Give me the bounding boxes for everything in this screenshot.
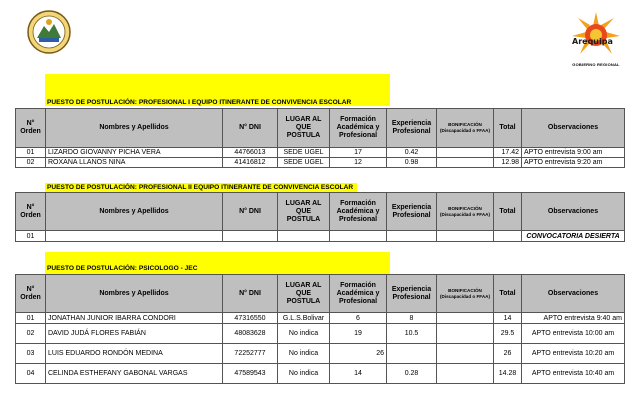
col-experiencia: Experiencia Profesional bbox=[387, 109, 437, 148]
cell-orden: 03 bbox=[16, 344, 46, 364]
cell-bonificacion bbox=[437, 148, 494, 158]
cell-bonificacion bbox=[437, 158, 494, 168]
col-orden: N° Orden bbox=[16, 275, 46, 313]
results-table bbox=[15, 274, 625, 384]
col-lugar: LUGAR AL QUE POSTULA bbox=[278, 109, 330, 148]
col-nombres: Nombres y Apellidos bbox=[46, 275, 223, 313]
col-nombres: Nombres y Apellidos bbox=[46, 193, 223, 231]
table-row bbox=[16, 158, 625, 168]
col-observaciones: Observaciones bbox=[522, 275, 625, 313]
cell-dni: 47589543 bbox=[223, 364, 278, 384]
cell-experiencia: 8 bbox=[387, 313, 437, 324]
cell-observaciones: APTO entrevista 10:20 am bbox=[522, 344, 625, 364]
cell-experiencia bbox=[387, 344, 437, 364]
cell-lugar: No indica bbox=[278, 344, 330, 364]
cell-lugar: SEDE UGEL bbox=[278, 158, 330, 168]
cell-bonificacion bbox=[437, 364, 494, 384]
col-formacion: Formación Académica y Profesional bbox=[330, 193, 387, 231]
cell-nombre: LIZARDO GIOVANNY PICHA VERA bbox=[46, 148, 223, 158]
cell-observaciones: APTO entrevista 10:40 am bbox=[522, 364, 625, 384]
cell-nombre bbox=[46, 231, 223, 242]
col-lugar: LUGAR AL QUE POSTULA bbox=[278, 193, 330, 231]
table-row bbox=[16, 344, 625, 364]
col-orden: N° Orden bbox=[16, 109, 46, 148]
table-row bbox=[16, 364, 625, 384]
sun-logo-icon bbox=[568, 10, 624, 62]
col-total: Total bbox=[494, 275, 522, 313]
cell-experiencia: 0.98 bbox=[387, 158, 437, 168]
results-table bbox=[15, 192, 625, 242]
col-total: Total bbox=[494, 109, 522, 148]
cell-dni: 41416812 bbox=[223, 158, 278, 168]
col-dni: N° DNI bbox=[223, 275, 278, 313]
col-formacion: Formación Académica y Profesional bbox=[330, 109, 387, 148]
institution-emblem-icon bbox=[27, 10, 71, 54]
cell-bonificacion bbox=[437, 344, 494, 364]
cell-orden: 04 bbox=[16, 364, 46, 384]
table-row bbox=[16, 231, 625, 242]
cell-lugar: No indica bbox=[278, 324, 330, 344]
cell-observaciones: APTO entrevista 10:00 am bbox=[522, 324, 625, 344]
section-title: PUESTO DE POSTULACIÓN: PSICOLOGO - JEC bbox=[47, 265, 198, 272]
col-bonificacion: BONIFICACIÓN (Discapacidad o FFAA) bbox=[437, 109, 494, 148]
cell-bonificacion bbox=[437, 324, 494, 344]
cell-bonificacion bbox=[437, 313, 494, 324]
logo-caption: GOBIERNO REGIONAL bbox=[572, 62, 620, 67]
cell-formacion: 6 bbox=[330, 313, 387, 324]
cell-dni: 72252777 bbox=[223, 344, 278, 364]
cell-experiencia: 0.42 bbox=[387, 148, 437, 158]
cell-dni: 48083628 bbox=[223, 324, 278, 344]
cell-bonificacion bbox=[437, 231, 494, 242]
results-table bbox=[15, 108, 625, 168]
cell-formacion: 19 bbox=[330, 324, 387, 344]
cell-formacion: 14 bbox=[330, 364, 387, 384]
cell-nombre: CELINDA ESTHEFANY GABONAL VARGAS bbox=[46, 364, 223, 384]
cell-experiencia: 0.28 bbox=[387, 364, 437, 384]
brand-name: Arequipa bbox=[572, 37, 613, 46]
cell-orden: 01 bbox=[16, 313, 46, 324]
section-title: PUESTO DE POSTULACIÓN: PROFESIONAL I EQUIPO ITINERANTE DE CONVIVENCIA ESCOLAR bbox=[47, 99, 352, 106]
cell-observaciones: APTO entrevista 9:00 am bbox=[522, 148, 625, 158]
cell-lugar bbox=[278, 231, 330, 242]
section-title: PUESTO DE POSTULACIÓN: PROFESIONAL II EQUIPO ITINERANTE DE CONVIVENCIA ESCOLAR bbox=[45, 183, 357, 192]
cell-nombre: ROXANA LLANOS NINA bbox=[46, 158, 223, 168]
cell-observaciones: APTO entrevista 9:40 am bbox=[522, 313, 625, 324]
table-row bbox=[16, 324, 625, 344]
cell-nombre: JONATHAN JUNIOR IBARRA CONDORI bbox=[46, 313, 223, 324]
cell-nombre: LUIS EDUARDO RONDÓN MEDINA bbox=[46, 344, 223, 364]
cell-orden: 01 bbox=[16, 231, 46, 242]
cell-orden: 02 bbox=[16, 324, 46, 344]
col-orden: N° Orden bbox=[16, 193, 46, 231]
cell-experiencia: 10.5 bbox=[387, 324, 437, 344]
gobierno-regional-logo bbox=[568, 10, 624, 72]
col-bonificacion: BONIFICACIÓN (Discapacidad o FFAA) bbox=[437, 275, 494, 313]
table-row bbox=[16, 313, 625, 324]
cell-lugar: G.L.S.Bolivar bbox=[278, 313, 330, 324]
table-row bbox=[16, 148, 625, 158]
cell-formacion: 12 bbox=[330, 158, 387, 168]
cell-dni: 44766013 bbox=[223, 148, 278, 158]
cell-orden: 01 bbox=[16, 148, 46, 158]
col-experiencia: Experiencia Profesional bbox=[387, 193, 437, 231]
cell-dni: 47316550 bbox=[223, 313, 278, 324]
cell-experiencia bbox=[387, 231, 437, 242]
col-lugar: LUGAR AL QUE POSTULA bbox=[278, 275, 330, 313]
col-observaciones: Observaciones bbox=[522, 109, 625, 148]
cell-formacion: 26 bbox=[330, 344, 387, 364]
cell-total: 14.28 bbox=[494, 364, 522, 384]
cell-total: 12.98 bbox=[494, 158, 522, 168]
cell-observaciones: APTO entrevista 9:20 am bbox=[522, 158, 625, 168]
cell-lugar: No indica bbox=[278, 364, 330, 384]
cell-lugar: SEDE UGEL bbox=[278, 148, 330, 158]
col-dni: N° DNI bbox=[223, 193, 278, 231]
cell-observaciones: CONVOCATORIA DESIERTA bbox=[522, 231, 625, 242]
cell-total: 17.42 bbox=[494, 148, 522, 158]
cell-orden: 02 bbox=[16, 158, 46, 168]
cell-total: 26 bbox=[494, 344, 522, 364]
col-bonificacion: BONIFICACIÓN (Discapacidad o FFAA) bbox=[437, 193, 494, 231]
col-nombres: Nombres y Apellidos bbox=[46, 109, 223, 148]
col-observaciones: Observaciones bbox=[522, 193, 625, 231]
cell-formacion bbox=[330, 231, 387, 242]
cell-nombre: DAVID JUDÁ FLORES FABIÁN bbox=[46, 324, 223, 344]
col-total: Total bbox=[494, 193, 522, 231]
cell-total: 14 bbox=[494, 313, 522, 324]
cell-dni bbox=[223, 231, 278, 242]
col-experiencia: Experiencia Profesional bbox=[387, 275, 437, 313]
cell-total bbox=[494, 231, 522, 242]
cell-formacion: 17 bbox=[330, 148, 387, 158]
col-dni: N° DNI bbox=[223, 109, 278, 148]
cell-total: 29.5 bbox=[494, 324, 522, 344]
col-formacion: Formación Académica y Profesional bbox=[330, 275, 387, 313]
